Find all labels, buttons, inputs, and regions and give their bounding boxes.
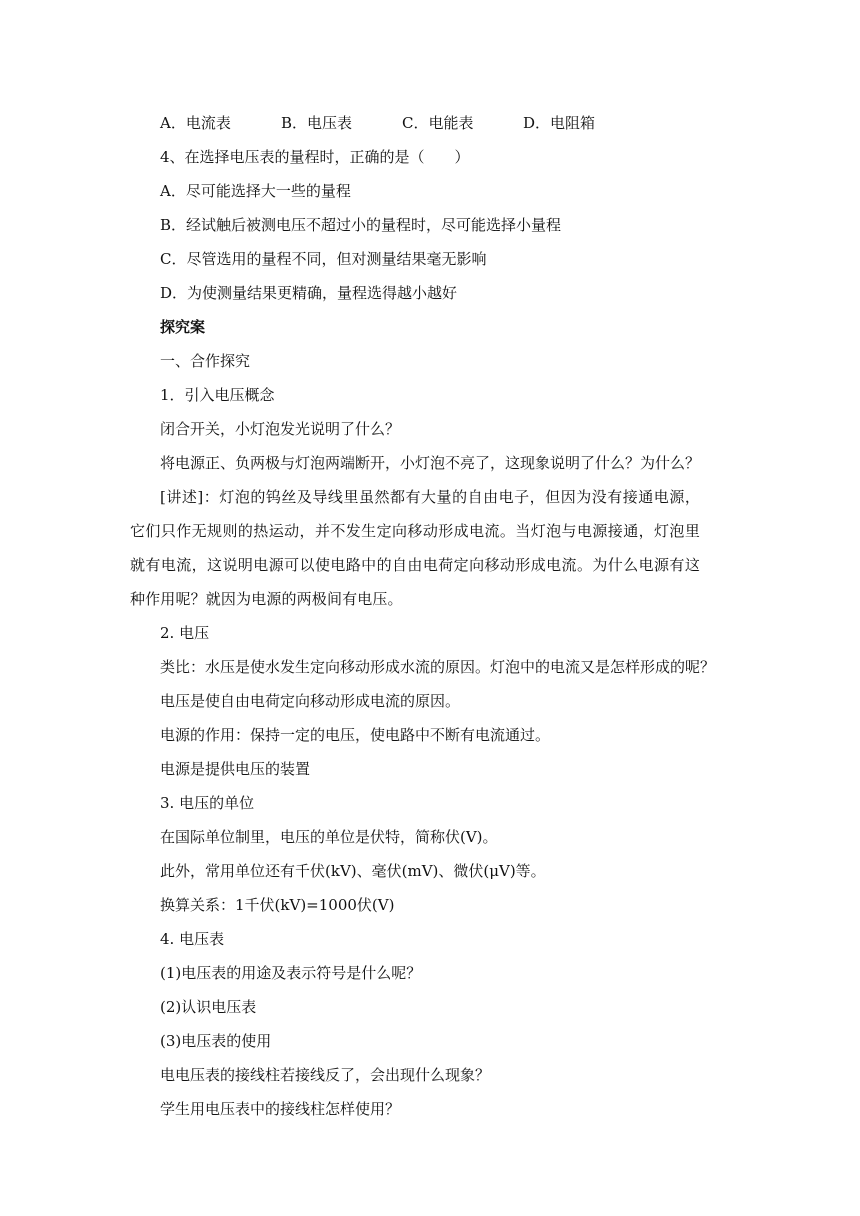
s2-line-3: 电源的作用：保持一定的电压，使电路中不断有电流通过。 — [160, 726, 551, 744]
option-b: B．电压表 — [281, 114, 353, 132]
s4-heading: 4. 电压表 — [160, 930, 225, 948]
s3-line-1: 在国际单位制里，电压的单位是伏特，简称伏(V)。 — [160, 828, 498, 846]
s3-line-2: 此外，常用单位还有千伏(kV)、毫伏(mV)、微伏(μV)等。 — [160, 862, 546, 880]
option-a: A．电流表 — [160, 114, 231, 132]
s1-question-1: 闭合开关，小灯泡发光说明了什么？ — [160, 420, 401, 438]
q4-option-b: B．经试触后被测电压不超过小的量程时，尽可能选择小量程 — [160, 216, 562, 234]
s1-heading: 1．引入电压概念 — [160, 386, 275, 404]
s1-question-2: 将电源正、负两极与灯泡两端断开，小灯泡不亮了，这现象说明了什么？为什么？ — [160, 454, 701, 472]
s4-line-3: (3)电压表的使用 — [160, 1032, 272, 1050]
s2-line-4: 电源是提供电压的装置 — [160, 760, 311, 778]
option-c: C．电能表 — [402, 114, 474, 132]
s2-line-2: 电压是使自由电荷定向移动形成电流的原因。 — [160, 692, 461, 710]
q3-options — [160, 106, 730, 140]
s4-line-4: 电电压表的接线柱若接线反了，会出现什么现象？ — [160, 1066, 491, 1084]
s1-lecture: [讲述]：灯泡的钨丝及导线里虽然都有大量的自由电子，但因为没有接通电源，它们只作无规则的热运动，并不发生定向移动形成电流。当灯泡与电源接通，灯泡里就有电流，这说明电源可以使电路中的自由电荷定向移动形成电流。为什么电源有这种作用呢？就因为电源的两极间有电压。 — [130, 488, 700, 608]
s2-heading: 2. 电压 — [160, 624, 210, 642]
s3-heading: 3. 电压的单位 — [160, 794, 255, 812]
s2-line-1: 类比：水压是使水发生定向移动形成水流的原因。灯泡中的电流又是怎样形成的呢？ — [160, 658, 716, 676]
q4-question: 4、在选择电压表的量程时，正确的是（ ） — [160, 148, 470, 166]
s4-line-1: (1)电压表的用途及表示符号是什么呢？ — [160, 964, 422, 982]
option-d: D．电阻箱 — [523, 114, 596, 132]
q4-option-a: A．尽可能选择大一些的量程 — [160, 182, 351, 200]
q4-option-c: C．尽管选用的量程不同，但对测量结果毫无影响 — [160, 250, 487, 268]
part-heading: 一、合作探究 — [160, 352, 251, 370]
s4-line-2: (2)认识电压表 — [160, 998, 257, 1016]
s4-line-5: 学生用电压表中的接线柱怎样使用？ — [160, 1100, 401, 1118]
section-title: 探究案 — [160, 318, 206, 336]
q4-option-d: D．为使测量结果更精确，量程选得越小越好 — [160, 284, 458, 302]
s3-line-3: 换算关系：1千伏(kV)=1000伏(V) — [160, 896, 395, 914]
